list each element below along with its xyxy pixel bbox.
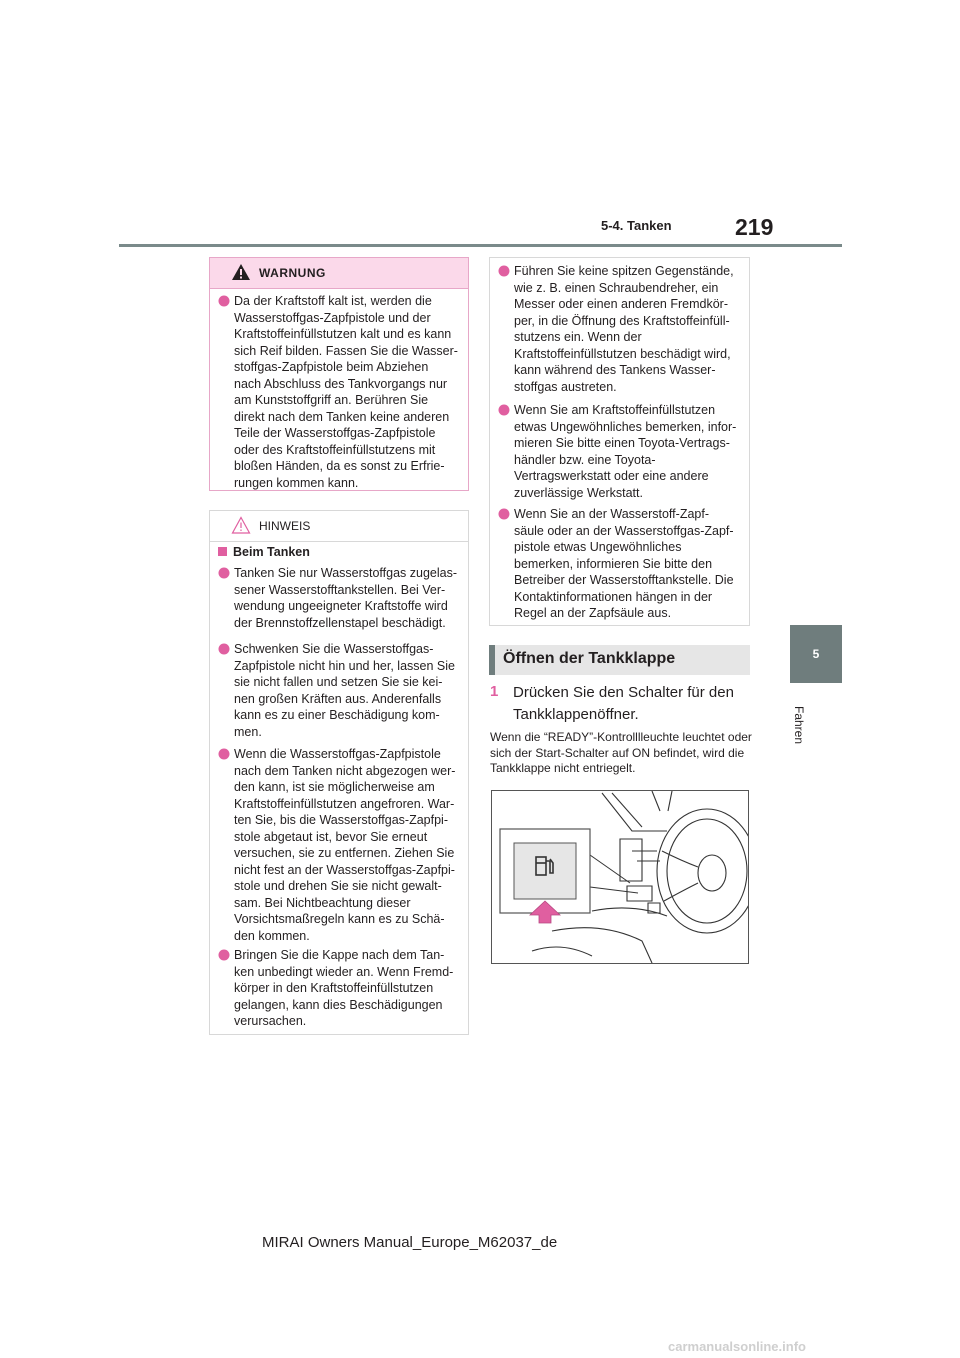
bullet-icon bbox=[218, 295, 230, 307]
hint-title: HINWEIS bbox=[259, 519, 311, 533]
watermark: carmanualsonline.info bbox=[668, 1339, 806, 1354]
bullet-icon bbox=[218, 949, 230, 961]
hint-item: Wenn die Wasserstoffgas-Zapfpistole nach dem Tanken nicht abgezogen wer- den kann, ist sie möglicherweise am Kraftstoffeinfüllstutzen angefroren. War- ten Sie, bis die Wasserstoffgas-Zapfpi- stole abgetaut ist, bevor Sie erneut versuchen, sie zu entfernen. Ziehen Sie nicht fest an der Wasserstoffgas-Zapfpi- stole und drehen Sie sie nicht gewalt- sam. Bei Nichtbeachtung dieser Vorsichtsmaßregeln kann es zu Schä- den kommen. bbox=[218, 746, 463, 944]
bullet-icon bbox=[498, 404, 510, 416]
hint-subhead: Beim Tanken bbox=[218, 545, 310, 559]
step-text: Drücken Sie den Schalter für den Tankklappenöffner. bbox=[513, 684, 734, 723]
bullet-icon bbox=[218, 567, 230, 579]
hint-item: Tanken Sie nur Wasserstoffgas zugelas- sener Wasserstofftankstellen. Bei Ver- wendung ungeeigneter Kraftstoffe wird der Brennstoffzellenstapel beschädigt. bbox=[218, 565, 463, 631]
chapter-label: Fahren bbox=[792, 706, 806, 745]
chapter-tab: 5 bbox=[790, 625, 842, 683]
header-rule bbox=[119, 244, 842, 247]
step-number: 1 bbox=[490, 683, 499, 700]
hint-item: Wenn Sie am Kraftstoffeinfüllstutzen etwas Ungewöhnliches bemerken, infor- mieren Sie bitte einen Toyota-Vertrags- händler bzw. eine Toyota- Vertragswerkstatt oder eine andere zuverlässige Werkstatt. bbox=[498, 402, 743, 501]
warning-item: Da der Kraftstoff kalt ist, werden die Wasserstoffgas-Zapfpistole und der Kraftstoffeinfüllstutzen kalt und es kann sich Reif bilden. Fassen Sie die Wasser- stoffgas-Zapfpistole beim Abziehen nach Abschluss des Tankvorgangs nur am Kunststoffgriff an. Berühren Sie direkt nach dem Tanken keine anderen Teile der Wasserstoffgas-Zapfpistole oder des Kraftstoffeinfüllstutzens mit bloßen Händen, da es sonst zu Erfrie- rungen kommen kann. bbox=[218, 293, 463, 491]
hint-continued-box bbox=[489, 257, 750, 626]
bullet-icon bbox=[218, 748, 230, 760]
caution-triangle-icon bbox=[231, 516, 251, 534]
section-title: Öffnen der Tankklappe bbox=[503, 650, 676, 667]
warning-triangle-icon bbox=[231, 263, 251, 281]
hint-item: Wenn Sie an der Wasserstoff-Zapf- säule oder an der Wasserstoffgas-Zapf- pistole etwas Ungewöhnliches bemerken, informieren Sie bitte den Betreiber der Wasserstofftankstelle. Die Kontaktinformationen hängen in der Regel an der Zapfsäule aus. bbox=[498, 506, 743, 622]
step-note: Wenn die “READY”-Kontrolllleuchte leuchtet oder sich der Start-Schalter auf ON befindet, wird die Tankklappe nicht entriegelt. bbox=[490, 730, 752, 775]
footer-text: MIRAI Owners Manual_Europe_M62037_de bbox=[262, 1234, 558, 1251]
bullet-icon bbox=[498, 508, 510, 520]
section-heading: 5-4. Tanken bbox=[601, 218, 672, 233]
warning-title: WARNUNG bbox=[259, 266, 326, 280]
bullet-icon bbox=[218, 643, 230, 655]
dashboard-drawing bbox=[492, 791, 748, 963]
hint-item: Schwenken Sie die Wasserstoffgas- Zapfpistole nicht hin und her, lassen Sie sie nicht fallen und setzen Sie sie kei- nen großen Kräften aus. Anderenfalls kann es zu einer Beschädigung kom- men. bbox=[218, 641, 463, 740]
warning-box bbox=[209, 257, 469, 491]
hint-item: Bringen Sie die Kappe nach dem Tan- ken unbedingt wieder an. Wenn Fremd- körper in den Kraftstoffeinfüllstutzen gelangen, kann dies Beschädigungen verursachen. bbox=[218, 947, 463, 1030]
square-bullet-icon bbox=[218, 547, 227, 556]
hint-box bbox=[209, 510, 469, 1035]
bullet-icon bbox=[498, 265, 510, 277]
hint-item: Führen Sie keine spitzen Gegenstände, wie z. B. einen Schraubendreher, ein Messer oder einen anderen Fremdkör- per, in die Öffnung des Kraftstoffeinfüll- stutzens ein. Wenn der Kraftstoffeinfüllstutzen beschädigt wird, kann während des Tankens Wasser- stoffgas austreten. bbox=[498, 263, 743, 395]
hint-header bbox=[210, 511, 468, 542]
section-title-bar bbox=[489, 645, 750, 675]
fuel-door-switch-illustration bbox=[491, 790, 749, 964]
section-accent bbox=[489, 645, 495, 675]
warning-header bbox=[210, 258, 468, 289]
page-number: 219 bbox=[735, 214, 774, 240]
